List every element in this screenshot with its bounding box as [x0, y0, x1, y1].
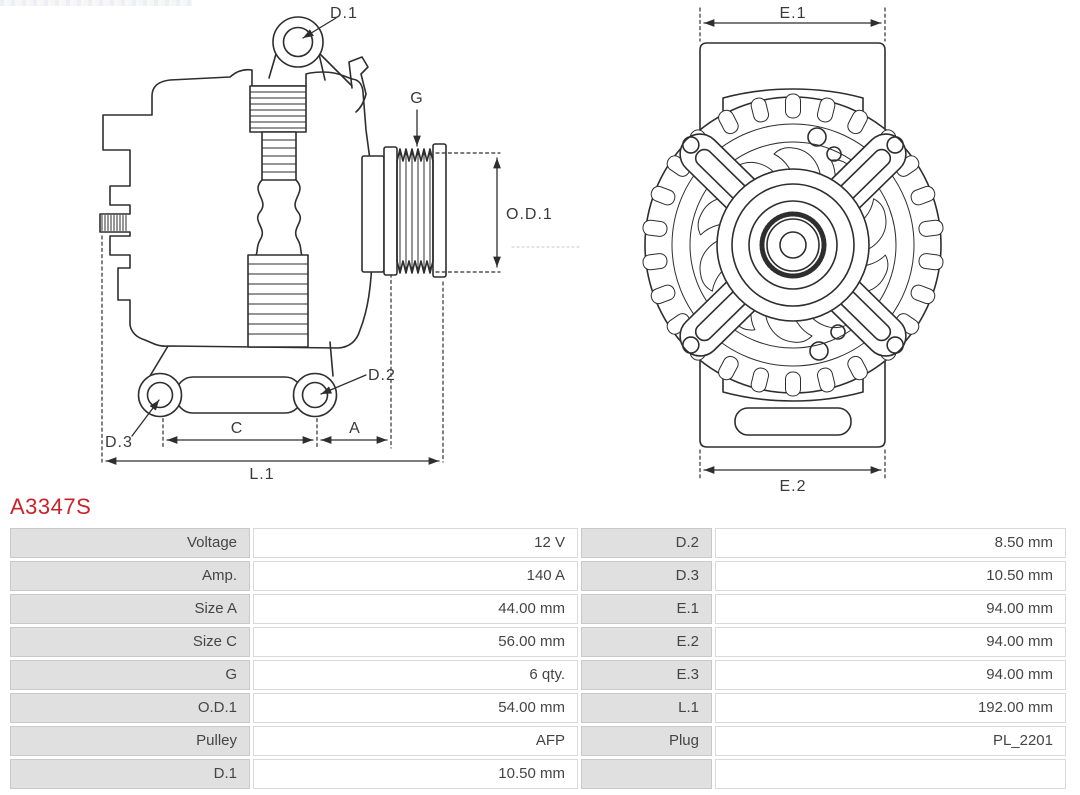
spec-label: D.1 — [10, 759, 250, 789]
spec-value: 94.00 mm — [715, 627, 1066, 657]
spec-value: 12 V — [253, 528, 578, 558]
housing-body — [100, 70, 372, 348]
label-a: A — [349, 420, 361, 437]
dim-c — [167, 420, 313, 440]
spec-value: AFP — [253, 726, 578, 756]
alternator-front-view — [642, 5, 944, 495]
label-d3: D.3 — [105, 434, 133, 451]
spec-label: E.2 — [581, 627, 712, 657]
spec-label: Size C — [10, 627, 250, 657]
spec-value: 192.00 mm — [715, 693, 1066, 723]
dim-l1 — [106, 461, 439, 483]
spec-value — [715, 759, 1066, 789]
spec-value: 94.00 mm — [715, 594, 1066, 624]
spec-label: Pulley — [10, 726, 250, 756]
spec-value: 10.50 mm — [715, 561, 1066, 591]
spec-label: O.D.1 — [10, 693, 250, 723]
spec-label: G — [10, 660, 250, 690]
spec-label: Plug — [581, 726, 712, 756]
dim-od1 — [436, 153, 553, 272]
alternator-side-view — [100, 5, 580, 483]
label-d2: D.2 — [368, 367, 396, 384]
dim-g — [410, 90, 423, 146]
lug-hole-front — [294, 374, 337, 417]
label-d1: D.1 — [330, 5, 358, 22]
spec-label: E.1 — [581, 594, 712, 624]
shaft-center — [717, 169, 869, 321]
spec-value: 6 qty. — [253, 660, 578, 690]
spec-value: 8.50 mm — [715, 528, 1066, 558]
pulley — [384, 144, 446, 277]
spec-label: Amp. — [10, 561, 250, 591]
label-l1: L.1 — [249, 466, 275, 483]
shaft-collar — [362, 156, 384, 272]
label-c: C — [230, 420, 244, 437]
spec-label: Size A — [10, 594, 250, 624]
label-od1: O.D.1 — [506, 206, 553, 223]
spec-value: PL_2201 — [715, 726, 1066, 756]
spec-label: D.2 — [581, 528, 712, 558]
spec-label: Voltage — [10, 528, 250, 558]
label-e2: E.2 — [779, 478, 807, 495]
dim-e1 — [700, 5, 885, 41]
spec-value: 94.00 mm — [715, 660, 1066, 690]
lug-hole-rear — [139, 374, 182, 417]
spec-value: 140 A — [253, 561, 578, 591]
spec-value: 54.00 mm — [253, 693, 578, 723]
shaft-bore — [780, 232, 806, 258]
dim-e2 — [700, 450, 885, 495]
spec-label: E.3 — [581, 660, 712, 690]
label-e1: E.1 — [779, 5, 807, 22]
spec-label: D.3 — [581, 561, 712, 591]
spec-value: 10.50 mm — [253, 759, 578, 789]
part-number: A3347S — [10, 494, 92, 519]
dim-a — [321, 420, 387, 440]
spec-value: 56.00 mm — [253, 627, 578, 657]
spec-label — [581, 759, 712, 789]
spec-value: 44.00 mm — [253, 594, 578, 624]
mounting-lugs — [139, 342, 337, 417]
spec-label: L.1 — [581, 693, 712, 723]
label-g: G — [410, 90, 424, 107]
spec-table — [10, 528, 1066, 789]
